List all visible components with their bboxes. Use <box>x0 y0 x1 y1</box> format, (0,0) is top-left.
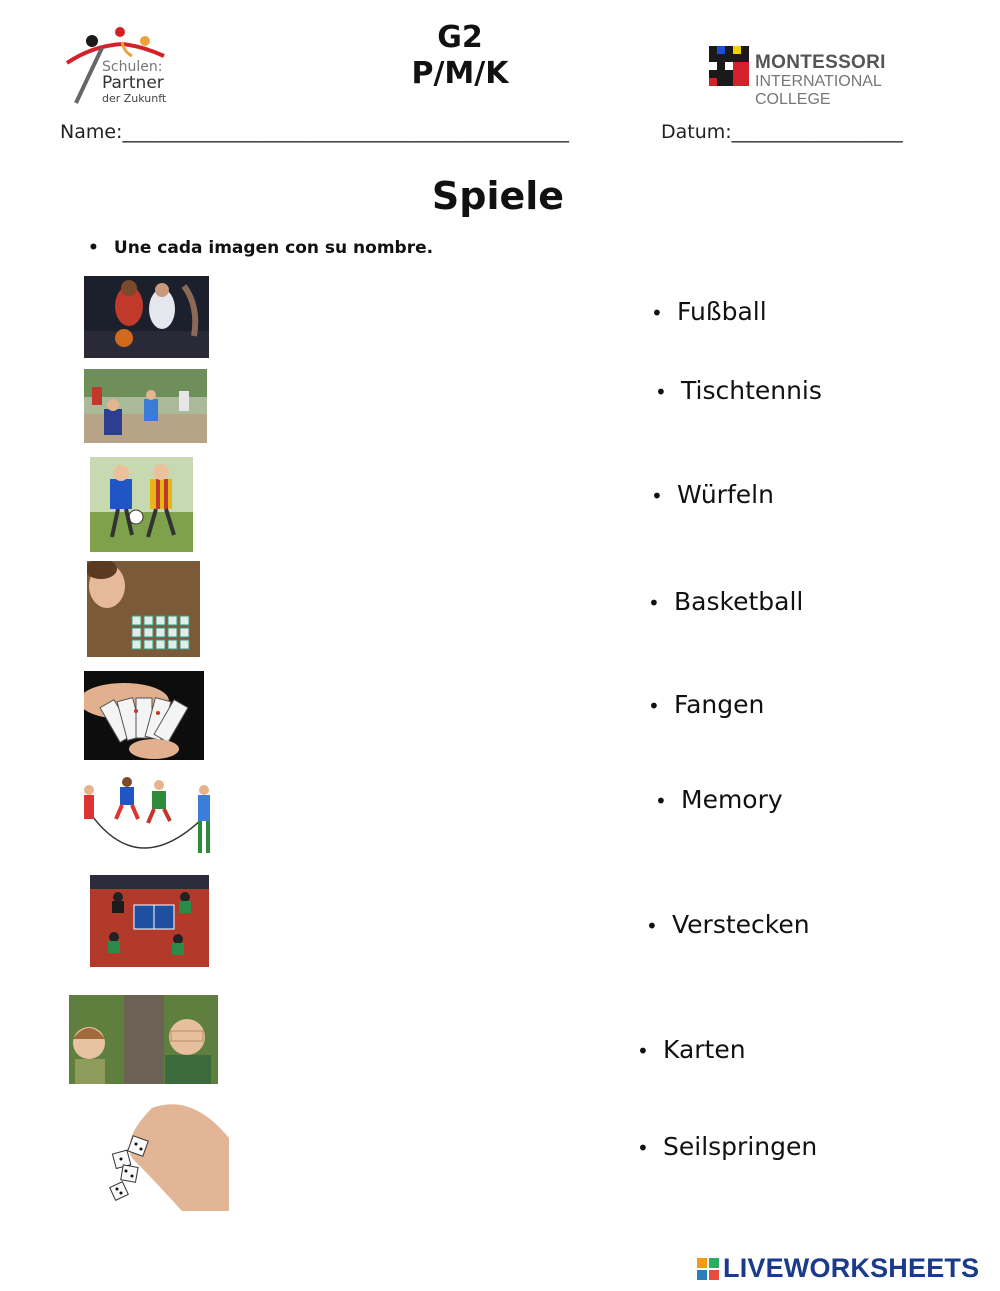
grade-line1: G2 <box>437 20 483 55</box>
pasch-logo-text <box>102 60 192 104</box>
grade-heading <box>380 20 540 92</box>
word-item[interactable] <box>651 480 774 509</box>
image-basketball[interactable] <box>84 276 209 358</box>
word-label: Verstecken <box>672 910 810 939</box>
montessori-logo <box>709 46 954 108</box>
word-bullet: • <box>648 694 660 718</box>
image-memory-game[interactable] <box>87 561 200 657</box>
word-item[interactable] <box>651 297 767 326</box>
word-label: Fußball <box>677 297 767 326</box>
word-label: Fangen <box>674 690 765 719</box>
word-item[interactable] <box>637 1035 746 1064</box>
image-tag-game[interactable] <box>84 369 207 443</box>
instruction-bullet: • <box>88 238 99 258</box>
word-bullet: • <box>651 301 663 325</box>
instruction <box>88 238 433 258</box>
word-label: Tischtennis <box>681 376 822 405</box>
tag-game-photo-icon <box>84 369 207 443</box>
word-bullet: • <box>637 1136 649 1160</box>
pasch-line2: Partner <box>102 72 164 93</box>
word-item[interactable] <box>648 690 764 719</box>
liveworksheets-brand: LIVEWORKSHEETS <box>723 1253 980 1283</box>
montessori-squares-icon <box>709 46 749 86</box>
football-photo-icon <box>90 457 193 552</box>
image-table-tennis[interactable] <box>90 875 209 967</box>
pasch-line3: der Zukunft <box>102 91 167 105</box>
word-bullet: • <box>637 1039 649 1063</box>
word-label: Basketball <box>674 587 804 616</box>
word-item[interactable] <box>655 785 783 814</box>
image-playing-cards[interactable] <box>84 671 204 760</box>
date-field[interactable]: Datum:__________________ <box>661 121 903 143</box>
word-label: Karten <box>663 1035 746 1064</box>
montessori-line2: INTERNATIONAL COLLEGE <box>755 73 882 108</box>
word-bullet: • <box>655 380 667 404</box>
image-hide-and-seek[interactable] <box>69 995 218 1084</box>
page-title: Spiele <box>431 174 565 218</box>
word-bullet: • <box>655 789 667 813</box>
word-item[interactable] <box>648 587 803 616</box>
memory-game-photo-icon <box>87 561 200 657</box>
dice-photo-icon <box>92 1098 229 1211</box>
instruction-text: Une cada imagen con su nombre. <box>113 238 434 258</box>
playing-cards-photo-icon <box>84 671 204 760</box>
jump-rope-photo-icon <box>80 773 216 859</box>
word-item[interactable] <box>637 1132 817 1161</box>
word-bullet: • <box>648 591 660 615</box>
word-bullet: • <box>651 484 663 508</box>
hide-and-seek-photo-icon <box>69 995 218 1084</box>
image-jump-rope[interactable] <box>80 773 216 859</box>
basketball-photo-icon <box>84 276 209 358</box>
image-football[interactable] <box>90 457 193 552</box>
word-item[interactable] <box>646 910 810 939</box>
word-label: Seilspringen <box>663 1132 818 1161</box>
word-item[interactable] <box>655 376 822 405</box>
table-tennis-photo-icon <box>90 875 209 967</box>
word-label: Würfeln <box>677 480 774 509</box>
name-field[interactable]: Name:_______________________________________________ <box>60 121 569 143</box>
image-dice[interactable] <box>92 1098 229 1211</box>
liveworksheets-blocks-icon <box>697 1258 719 1280</box>
word-label: Memory <box>681 785 783 814</box>
pasch-line1: Schulen: <box>102 59 163 75</box>
grade-line2: P/M/K <box>411 56 509 91</box>
montessori-line1: MONTESSORI <box>755 52 886 73</box>
word-bullet: • <box>646 914 658 938</box>
